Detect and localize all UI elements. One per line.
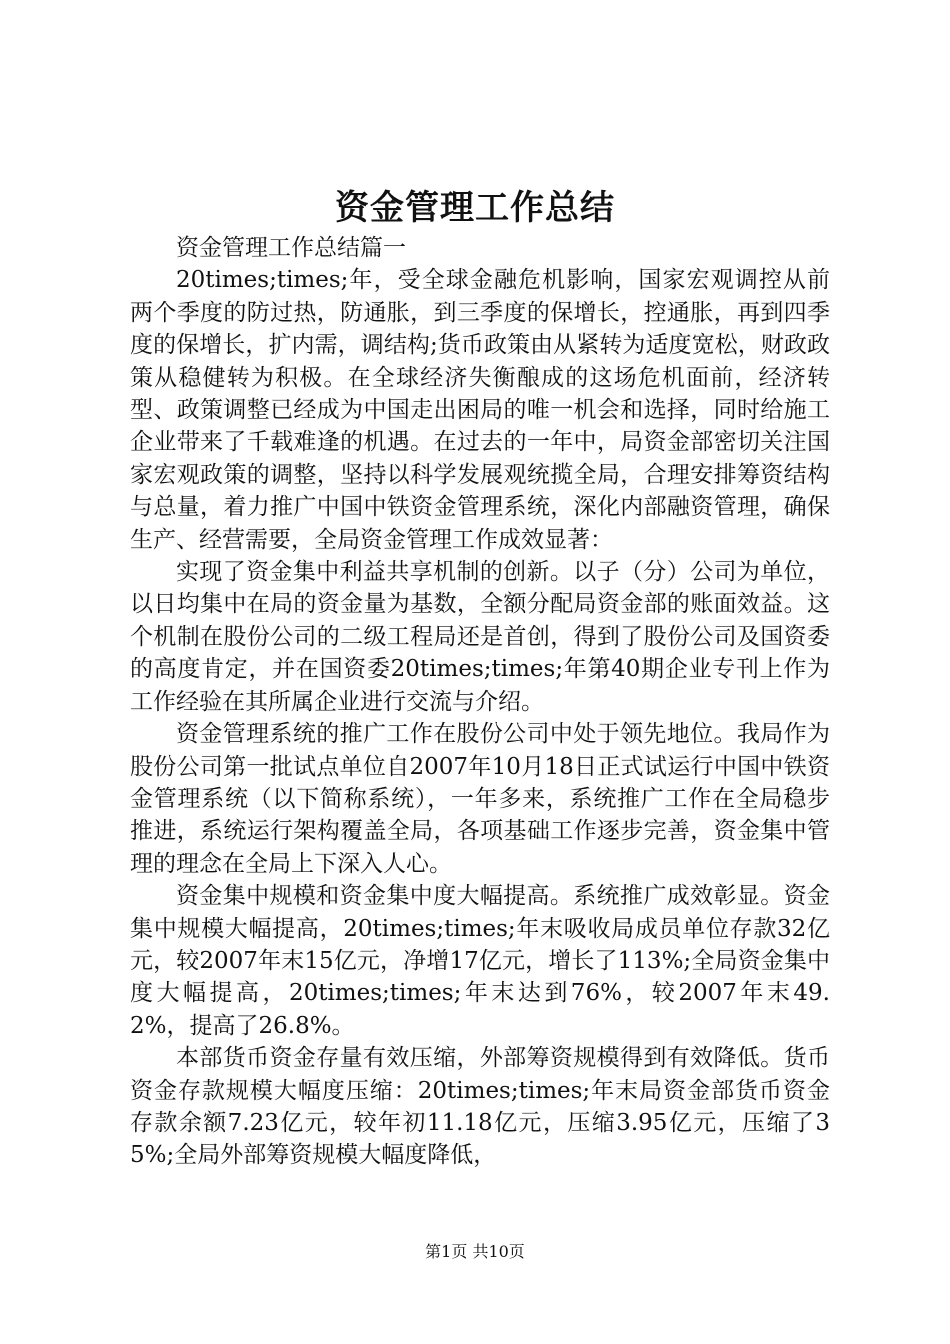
paragraph-intro: 20times;times;年，受全球金融危机影响，国家宏观调控从前两个季度的防过热，防通胀，到三季度的保增长，控通胀，再到四季度的保增长，扩内需，调结构;货币政策由从紧转为适度宽松，财政政策从稳健转为积极。在全球经济失衡酿成的这场危机面前，经济转型、政策调整已经成为中国走出困局的唯一机会和选择，同时给施工企业带来了千载难逢的机遇。在过去的一年中，局资金部密切关注国家宏观政策的调整，坚持以科学发展观统揽全局，合理安排筹资结构与总量，着力推广中国中铁资金管理系统，深化内部融资管理，确保生产、经营需要，全局资金管理工作成效显著： xyxy=(130,267,830,553)
document-body xyxy=(130,232,830,1172)
page-footer: 第1页 共10页 xyxy=(425,1242,525,1261)
paragraph-mechanism: 实现了资金集中利益共享机制的创新。以子（分）公司为单位，以日均集中在局的资金量为基数，全额分配局资金部的账面效益。这个机制在股份公司的二级工程局还是首创，得到了股份公司及国资委的高度肯定，并在国资委20times;times;年第40期企业专刊上作为工作经验在其所属企业进行交流与介绍。 xyxy=(130,559,830,715)
document-title: 资金管理工作总结 xyxy=(335,188,615,228)
section-heading: 资金管理工作总结篇一 xyxy=(176,235,406,261)
paragraph-concentration: 资金集中规模和资金集中度大幅提高。系统推广成效彰显。资金集中规模大幅提高，20times;times;年末吸收局成员单位存款32亿元，较2007年末15亿元，净增17亿元，增长了113%;全局资金集中度大幅提高，20times;times;年末达到76%，较2007年末49.2%，提高了26.8%。 xyxy=(130,883,830,1039)
paragraph-deposits: 本部货币资金存量有效压缩，外部筹资规模得到有效降低。货币资金存款规模大幅度压缩：20times;times;年末局资金部货币资金存款余额7.23亿元，较年初11.18亿元，压缩3.95亿元，压缩了35%;全局外部筹资规模大幅度降低， xyxy=(130,1045,830,1169)
paragraph-system: 资金管理系统的推广工作在股份公司中处于领先地位。我局作为股份公司第一批试点单位自2007年10月18日正式试运行中国中铁资金管理系统（以下简称系统），一年多来，系统推广工作在全局稳步推进，系统运行架构覆盖全局，各项基础工作逐步完善，资金集中管理的理念在全局上下深入人心。 xyxy=(130,721,830,877)
